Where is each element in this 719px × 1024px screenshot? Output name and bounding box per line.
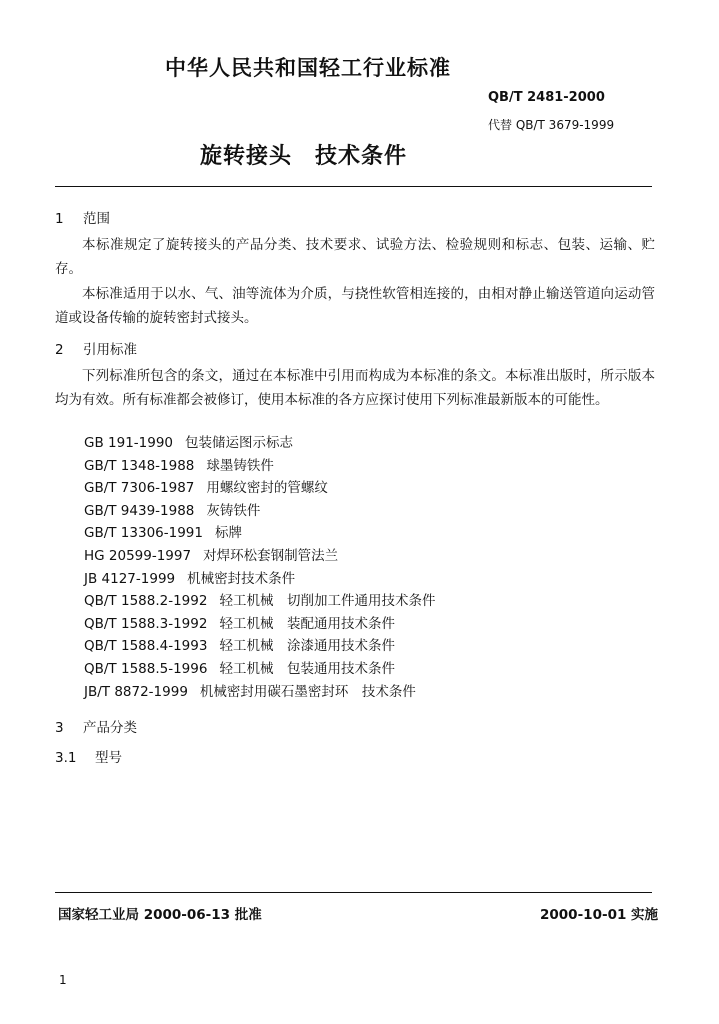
scope-paragraph-1: 本标准规定了旋转接头的产品分类、技术要求、试验方法、检验规则和标志、包装、运输、贮存。: [55, 237, 655, 277]
reference-item: [84, 681, 435, 704]
section-number: 3: [55, 720, 64, 736]
section-3-heading: [55, 716, 137, 736]
subsection-3-1-heading: [55, 746, 122, 766]
reference-item: [84, 432, 435, 455]
reference-code: GB/T 7306-1987: [84, 480, 195, 497]
scope-paragraph-2: 本标准适用于以水、气、油等流体为介质，与挠性软管相连接的，由相对静止输送管道向运动管道或设备传输的旋转密封式接头。: [55, 286, 655, 326]
reference-item: [84, 455, 435, 478]
reference-item: [84, 635, 435, 658]
reference-title: 轻工机械 包装通用技术条件: [219, 660, 395, 677]
page-number: 1: [59, 973, 67, 987]
section-1-heading: [55, 207, 110, 227]
reference-title: 包装储运图示标志: [185, 435, 294, 451]
standard-number: QB/T 2481-2000: [488, 90, 605, 105]
reference-code: QB/T 1588.4-1993: [84, 638, 208, 655]
reference-item: [84, 500, 435, 523]
reference-list: [84, 432, 435, 703]
reference-title: 球墨铸铁件: [206, 457, 274, 474]
reference-title: 灰铸铁件: [206, 502, 261, 519]
replaces-standard: 代替 QB/T 3679-1999: [488, 118, 615, 132]
section-title: 范围: [83, 211, 110, 227]
section-2-heading: [55, 338, 137, 358]
section-title: 引用标准: [83, 342, 137, 358]
reference-item: [84, 613, 435, 636]
reference-code: QB/T 1588.5-1996: [84, 660, 208, 677]
reference-code: QB/T 1588.2-1992: [84, 593, 208, 610]
document-title: 旋转接头 技术条件: [200, 144, 408, 169]
reference-item: [84, 590, 435, 613]
standard-category-title: 中华人民共和国轻工行业标准: [165, 56, 451, 80]
references-intro: 下列标准所包含的条文，通过在本标准中引用而构成为本标准的条文。本标准出版时，所示版本均为有效。所有标准都会被修订，使用本标准的各方应探讨使用下列标准最新版本的可能性。: [55, 368, 655, 408]
reference-code: GB/T 1348-1988: [84, 457, 195, 474]
subsection-title: 型号: [95, 750, 122, 766]
section-title: 产品分类: [83, 720, 137, 736]
implementation-date: 2000-10-01 实施: [540, 907, 659, 923]
reference-title: 标牌: [214, 525, 242, 542]
reference-item: [84, 477, 435, 500]
reference-code: JB 4127-1999: [84, 570, 176, 587]
reference-title: 轻工机械 涂漆通用技术条件: [219, 638, 395, 655]
reference-code: GB/T 9439-1988: [84, 502, 195, 519]
reference-title: 机械密封用碳石墨密封环 技术条件: [199, 683, 416, 700]
reference-code: GB/T 13306-1991: [84, 525, 203, 542]
footer-divider: [55, 892, 652, 893]
reference-item: [84, 545, 435, 568]
reference-title: 轻工机械 装配通用技术条件: [219, 615, 395, 632]
subsection-number: 3.1: [55, 750, 77, 766]
reference-code: JB/T 8872-1999: [84, 683, 188, 700]
reference-item: [84, 658, 435, 681]
section-number: 2: [55, 342, 64, 358]
reference-code: HG 20599-1997: [84, 547, 192, 564]
reference-item: [84, 522, 435, 545]
title-divider: [55, 186, 652, 187]
reference-title: 对焊环松套钢制管法兰: [203, 547, 339, 564]
reference-title: 用螺纹密封的管螺纹: [206, 480, 328, 497]
reference-title: 轻工机械 切削加工件通用技术条件: [219, 593, 436, 610]
reference-item: [84, 568, 435, 591]
approval-statement: 国家轻工业局 2000-06-13 批准: [58, 907, 262, 923]
reference-title: 机械密封技术条件: [187, 570, 296, 587]
section-number: 1: [55, 211, 64, 227]
reference-code: QB/T 1588.3-1992: [84, 615, 208, 632]
reference-code: GB 191-1990: [84, 435, 174, 451]
